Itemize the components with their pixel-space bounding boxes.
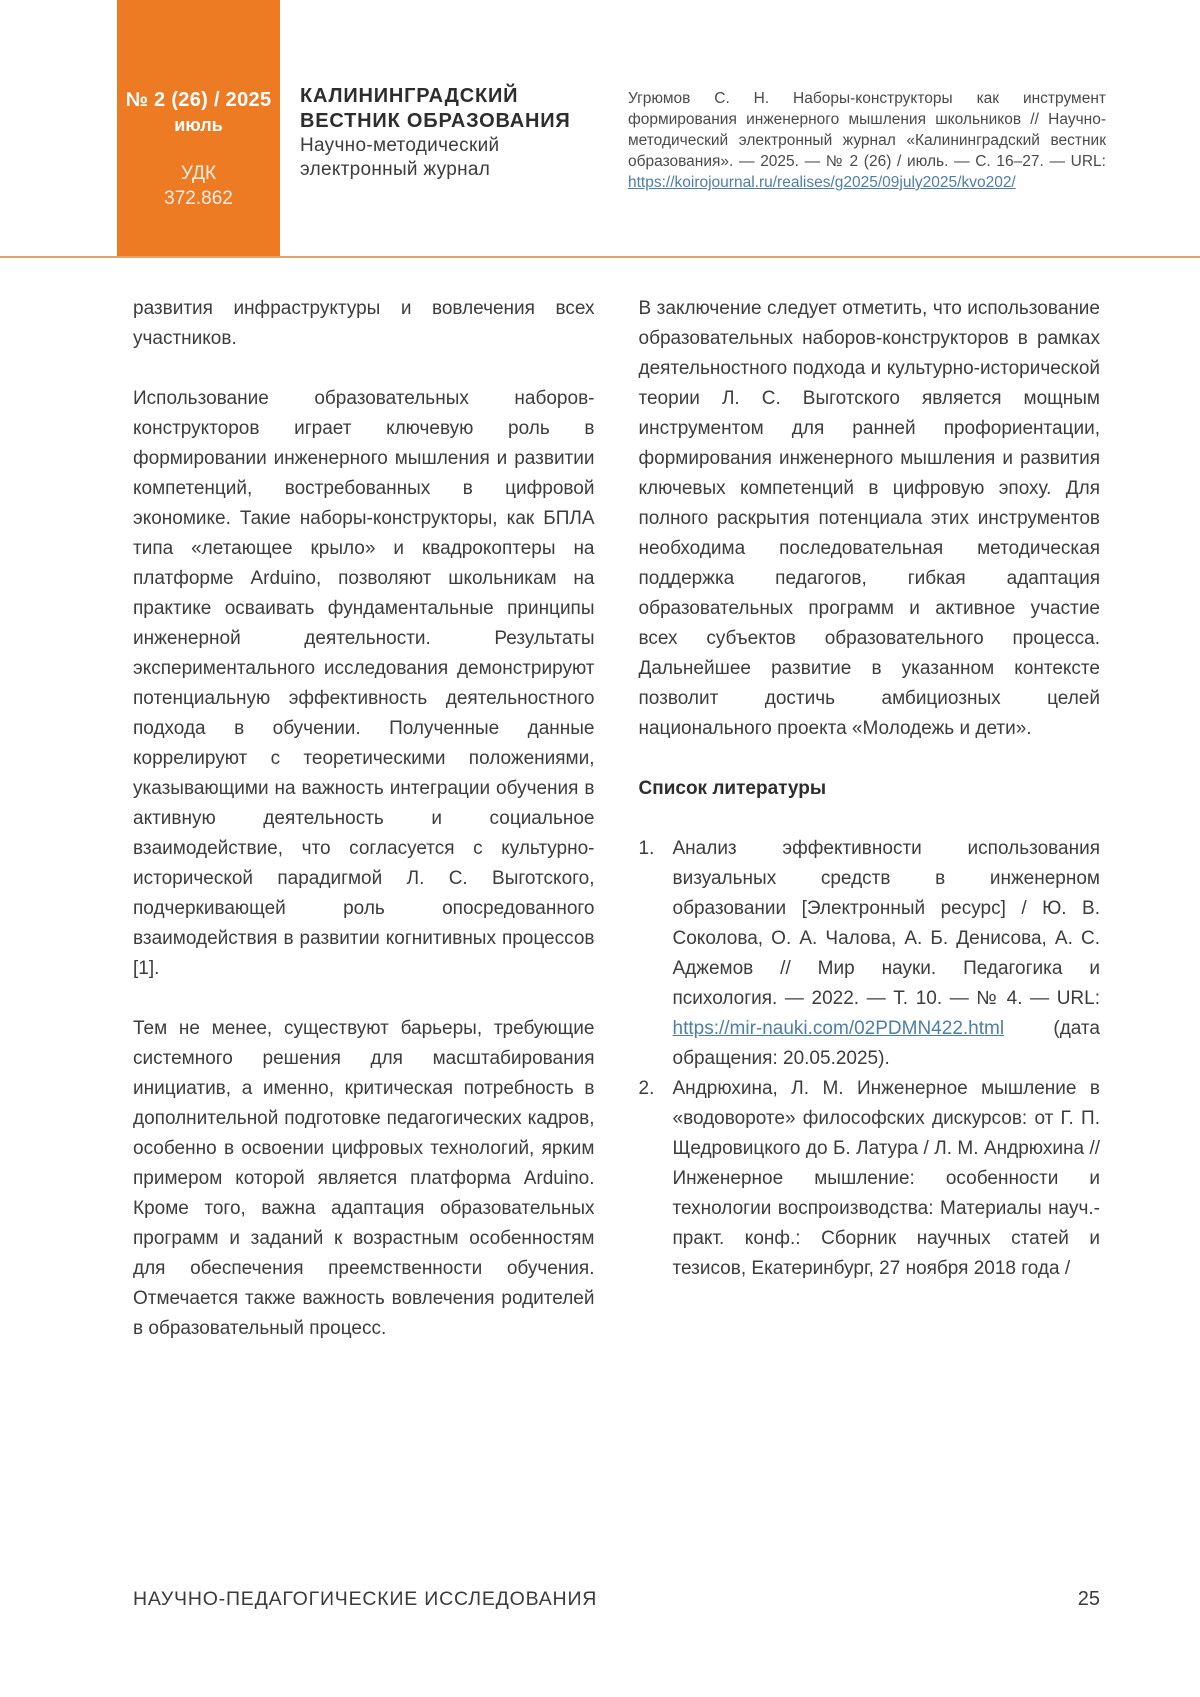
journal-subtitle-line2: электронный журнал	[300, 159, 491, 180]
reference-link[interactable]: https://mir-nauki.com/02PDMN422.html	[672, 1018, 1005, 1039]
right-column	[639, 294, 1101, 1374]
reference-text-before-link: Анализ эффективности использования визуальных средств в инженерном образовании [Электронный ресурс] / Ю. В. Соколова, О. А. Чалова, А. Б. Денисова, А. С. Аджемов // Мир науки. Педагогика и психология. — 2022. — Т. 10. — № 4. — URL:	[672, 838, 1100, 1009]
reference-number: 1.	[638, 838, 655, 859]
journal-title-line2: ВЕСТНИК ОБРАЗОВАНИЯ	[300, 110, 571, 132]
journal-title-block	[300, 84, 571, 182]
page-footer	[133, 1588, 1100, 1611]
udk-label: УДК	[180, 163, 217, 184]
udk-block	[117, 161, 280, 211]
udk-value: 372.862	[164, 188, 233, 209]
citation-link[interactable]: https://koirojournal.ru/realises/g2025/09july2025/kvo202/	[628, 174, 1016, 191]
left-column	[133, 294, 595, 1374]
reference-text	[673, 834, 1101, 1074]
references-heading: Список литературы	[638, 778, 827, 799]
citation-text: Угрюмов С. Н. Наборы-конструкторы как инструмент формирования инженерного мышления школьников // Научно-методический электронный журнал «Калининградский вестник образования». — 2025. — № 2 (26) / июль. — С. 16–27. — URL:	[628, 90, 1106, 170]
paragraph: Использование образовательных наборов-конструкторов играет ключевую роль в формировании инженерного мышления и развитии компетенций, востребованных в цифровой экономике. Такие наборы-конструкторы, как БПЛА типа «летающее крыло» и квадрокоптеры на платформе Arduino, позволяют школьникам на практике осваивать фундаментальные принципы инженерной деятельности. Результаты экспериментального исследования демонстрируют потенциальную эффективность деятельностного подхода в обучении. Полученные данные коррелируют с теоретическими положениями, указывающими на важность интеграции обучения в активную деятельность и социальное взаимодействие, что согласуется с культурно-исторической парадигмой Л. С. Выготского, подчеркивающей роль опосредованного взаимодействия в развитии когнитивных процессов [1].	[133, 388, 595, 979]
reference-text-after-link: (дата обращения: 20.05.2025).	[672, 1018, 1100, 1069]
paragraph: В заключение следует отметить, что использование образовательных наборов-конструкторов в рамках деятельностного подхода и культурно-исторической теории Л. С. Выготского является мощным инструментом для ранней профориентации, формирования инженерного мышления и развития ключевых компетенций в цифровую эпоху. Для полного раскрытия потенциала этих инструментов необходима последовательная методическая поддержка педагогов, гибкая адаптация образовательных программ и активное участие всех субъектов образовательного процесса. Дальнейшее развитие в указанном контексте позволит достичь амбициозных целей национального проекта «Молодежь и дети».	[638, 298, 1100, 739]
reference-number: 2.	[638, 1078, 655, 1099]
header-divider	[0, 256, 1200, 258]
footer-section-title: НАУЧНО-ПЕДАГОГИЧЕСКИЕ ИССЛЕДОВАНИЯ	[133, 1588, 598, 1610]
issue-month: июль	[174, 115, 223, 135]
issue-number: № 2 (26) / 2025	[125, 89, 272, 111]
reference-text: Андрюхина, Л. М. Инженерное мышление в «водовороте» философских дискурсов: от Г. П. Щедровицкого до Б. Латура / Л. М. Андрюхина // Инженерное мышление: особенности и технологии воспроизводства: Материалы науч.-практ. конф.: Сборник научных статей и тезисов, Екатеринбург, 27 ноября 2018 года /	[672, 1078, 1100, 1279]
issue-box	[117, 0, 280, 258]
article-body	[133, 294, 1100, 1374]
paragraph: Тем не менее, существуют барьеры, требующие системного решения для масштабирования инициатив, а именно, критическая потребность в дополнительной подготовке педагогических кадров, особенно в освоении цифровых технологий, ярким примером которой является платформа Arduino. Кроме того, важна адаптация образовательных программ и заданий к возрастным особенностям для обеспечения преемственности обучения. Отмечается также важность вовлечения родителей в образовательный процесс.	[133, 1018, 595, 1339]
reference-item	[639, 1074, 1101, 1284]
journal-title-line1: КАЛИНИНГРАДСКИЙ	[300, 85, 519, 107]
journal-subtitle-line1: Научно-методический	[300, 135, 500, 156]
reference-item	[639, 834, 1101, 1074]
paragraph: развития инфраструктуры и вовлечения всех участников.	[133, 298, 595, 349]
footer-page-number: 25	[1077, 1588, 1100, 1610]
article-citation	[628, 88, 1106, 193]
